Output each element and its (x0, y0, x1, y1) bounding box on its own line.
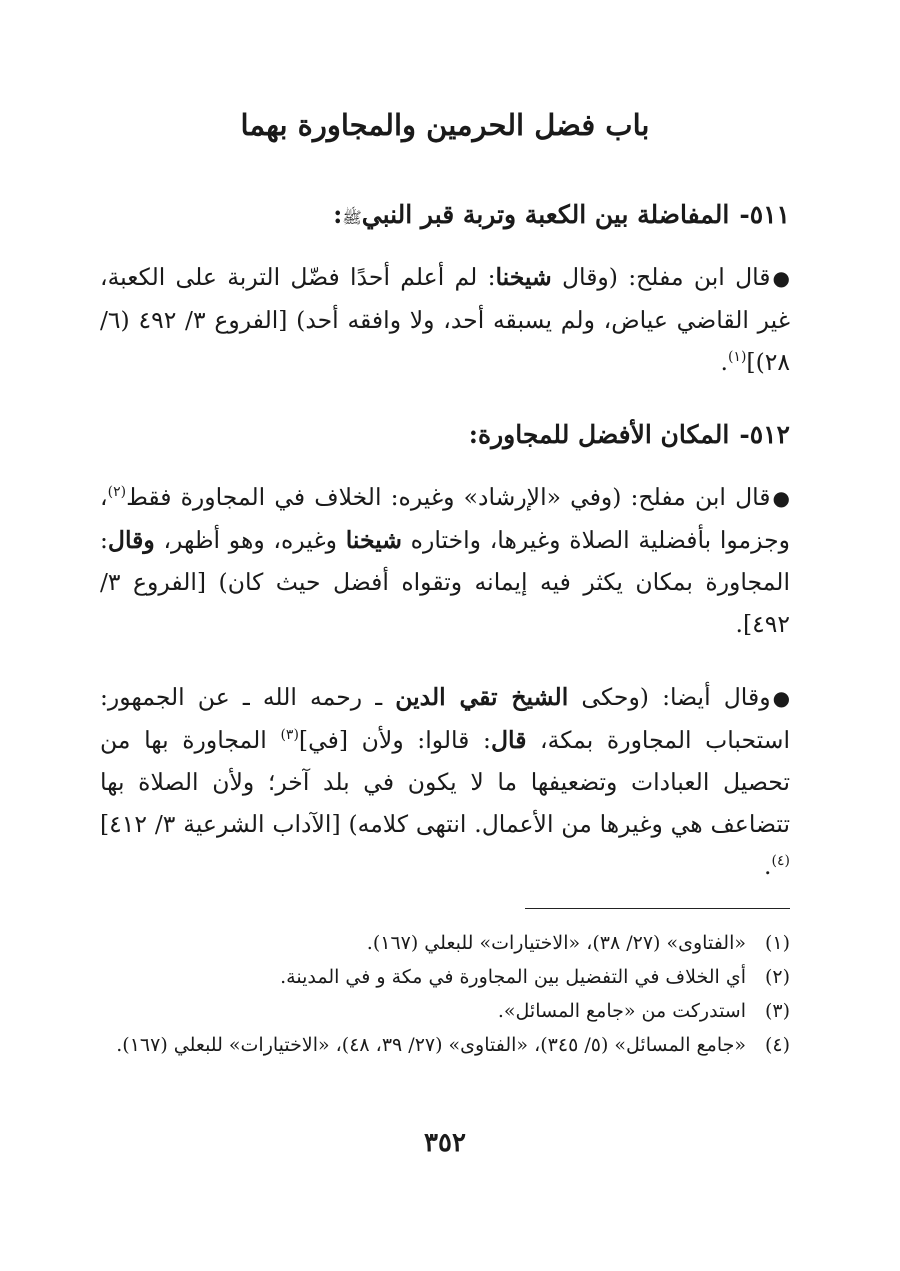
chapter-title: باب فضل الحرمين والمجاورة بهما (240, 108, 650, 142)
footnote-ref-3: (٣) (280, 727, 299, 744)
footnotes (100, 926, 790, 1062)
bold-term: وقال (107, 526, 155, 554)
text-run: : المجاورة بمكان يكثر فيه إيمانه وتقواه أفضل حيث كان) [الفروع ٣/ ٤٩٢]. (100, 526, 790, 638)
bullet-icon: ● (772, 686, 791, 710)
footnote-number: (٣) (764, 1000, 790, 1022)
bold-term: شيخنا (345, 526, 402, 554)
footnote-number: (١) (764, 932, 790, 954)
text-run: قال ابن مفلح: (وفي «الإرشاد» وغيره: الخلاف في المجاورة فقط (126, 483, 771, 511)
text-run: قال ابن مفلح: (وقال (551, 263, 771, 291)
paragraph-512-2 (100, 676, 790, 887)
section-heading-511 (100, 200, 790, 231)
bold-term: الشيخ تقي الدين (395, 683, 569, 711)
bullet-icon: ● (772, 486, 790, 510)
footnote-text: «جامع المسائل» (٥/ ٣٤٥)، «الفتاوى» (٢٧/ ٣٩، ٤٨)، «الاختيارات» للبعلي (١٦٧). (116, 1034, 746, 1056)
heading-colon: : (333, 200, 343, 229)
text-run: وقال أيضا: (وحكى (568, 683, 771, 711)
footnote-2 (100, 960, 790, 994)
footnote-ref-1: (١) (727, 349, 747, 366)
text-run: ـ رحمه الله ـ عن الجمهور: استحباب المجاورة بمكة، (100, 683, 790, 754)
footnote-number: (٢) (764, 966, 790, 988)
book-page (100, 0, 790, 1271)
page-number: ٣٥٢ (424, 1128, 466, 1158)
section-number: ٥١٢- (739, 420, 790, 449)
text-run: . (720, 348, 728, 376)
footnote-ref-4: (٤) (771, 853, 790, 870)
salawat-glyph: ﷺ (342, 208, 362, 227)
footnote-3 (100, 994, 790, 1028)
text-run: وغيره، وهو أظهر، (154, 526, 346, 554)
bold-term: شيخنا (495, 263, 552, 291)
section-title: المفاضلة بين الكعبة وتربة قبر النبي (361, 200, 730, 229)
text-run: . (764, 852, 772, 880)
text-run: ، وجزموا بأفضلية الصلاة وغيرها، واختاره (100, 483, 790, 554)
bold-term: قال (490, 726, 527, 754)
footnote-4 (100, 1028, 790, 1062)
bullet-icon: ● (772, 266, 790, 290)
footnote-text: «الفتاوى» (٢٧/ ٣٨)، «الاختيارات» للبعلي (١٦٧). (366, 932, 746, 954)
paragraph-512-1 (100, 476, 790, 645)
text-run: : قالوا: ولأن [في] (298, 726, 491, 754)
footnote-text: استدركت من «جامع المسائل». (497, 1000, 746, 1022)
footnote-1 (100, 926, 790, 960)
text-run: : لم أعلم أحدًا فضّل التربة على الكعبة، غير القاضي عياض، ولم يسبقه أحد، ولا وافقه أحد) [الفروع ٣/ ٤٩٢ (٦/ ٢٨)] (100, 263, 791, 376)
heading-colon: : (468, 420, 478, 449)
footnote-divider (525, 908, 790, 909)
text-run: المجاورة بها من تحصيل العبادات وتضعيفها ما لا يكون في بلد آخر؛ ولأن الصلاة بها تتضاعف هي وغيرها من الأعمال. انتهى كلامه) [الآداب الشرعية ٣/ ٤١٢] (100, 726, 791, 838)
paragraph-511-1 (100, 256, 790, 383)
footnote-number: (٤) (764, 1034, 790, 1056)
footnote-ref-2: (٢) (107, 484, 127, 501)
section-number: ٥١١- (739, 200, 790, 229)
footnote-text: أي الخلاف في التفضيل بين المجاورة في مكة و في المدينة. (280, 966, 746, 988)
section-heading-512 (100, 420, 790, 449)
section-title: المكان الأفضل للمجاورة (477, 420, 730, 449)
